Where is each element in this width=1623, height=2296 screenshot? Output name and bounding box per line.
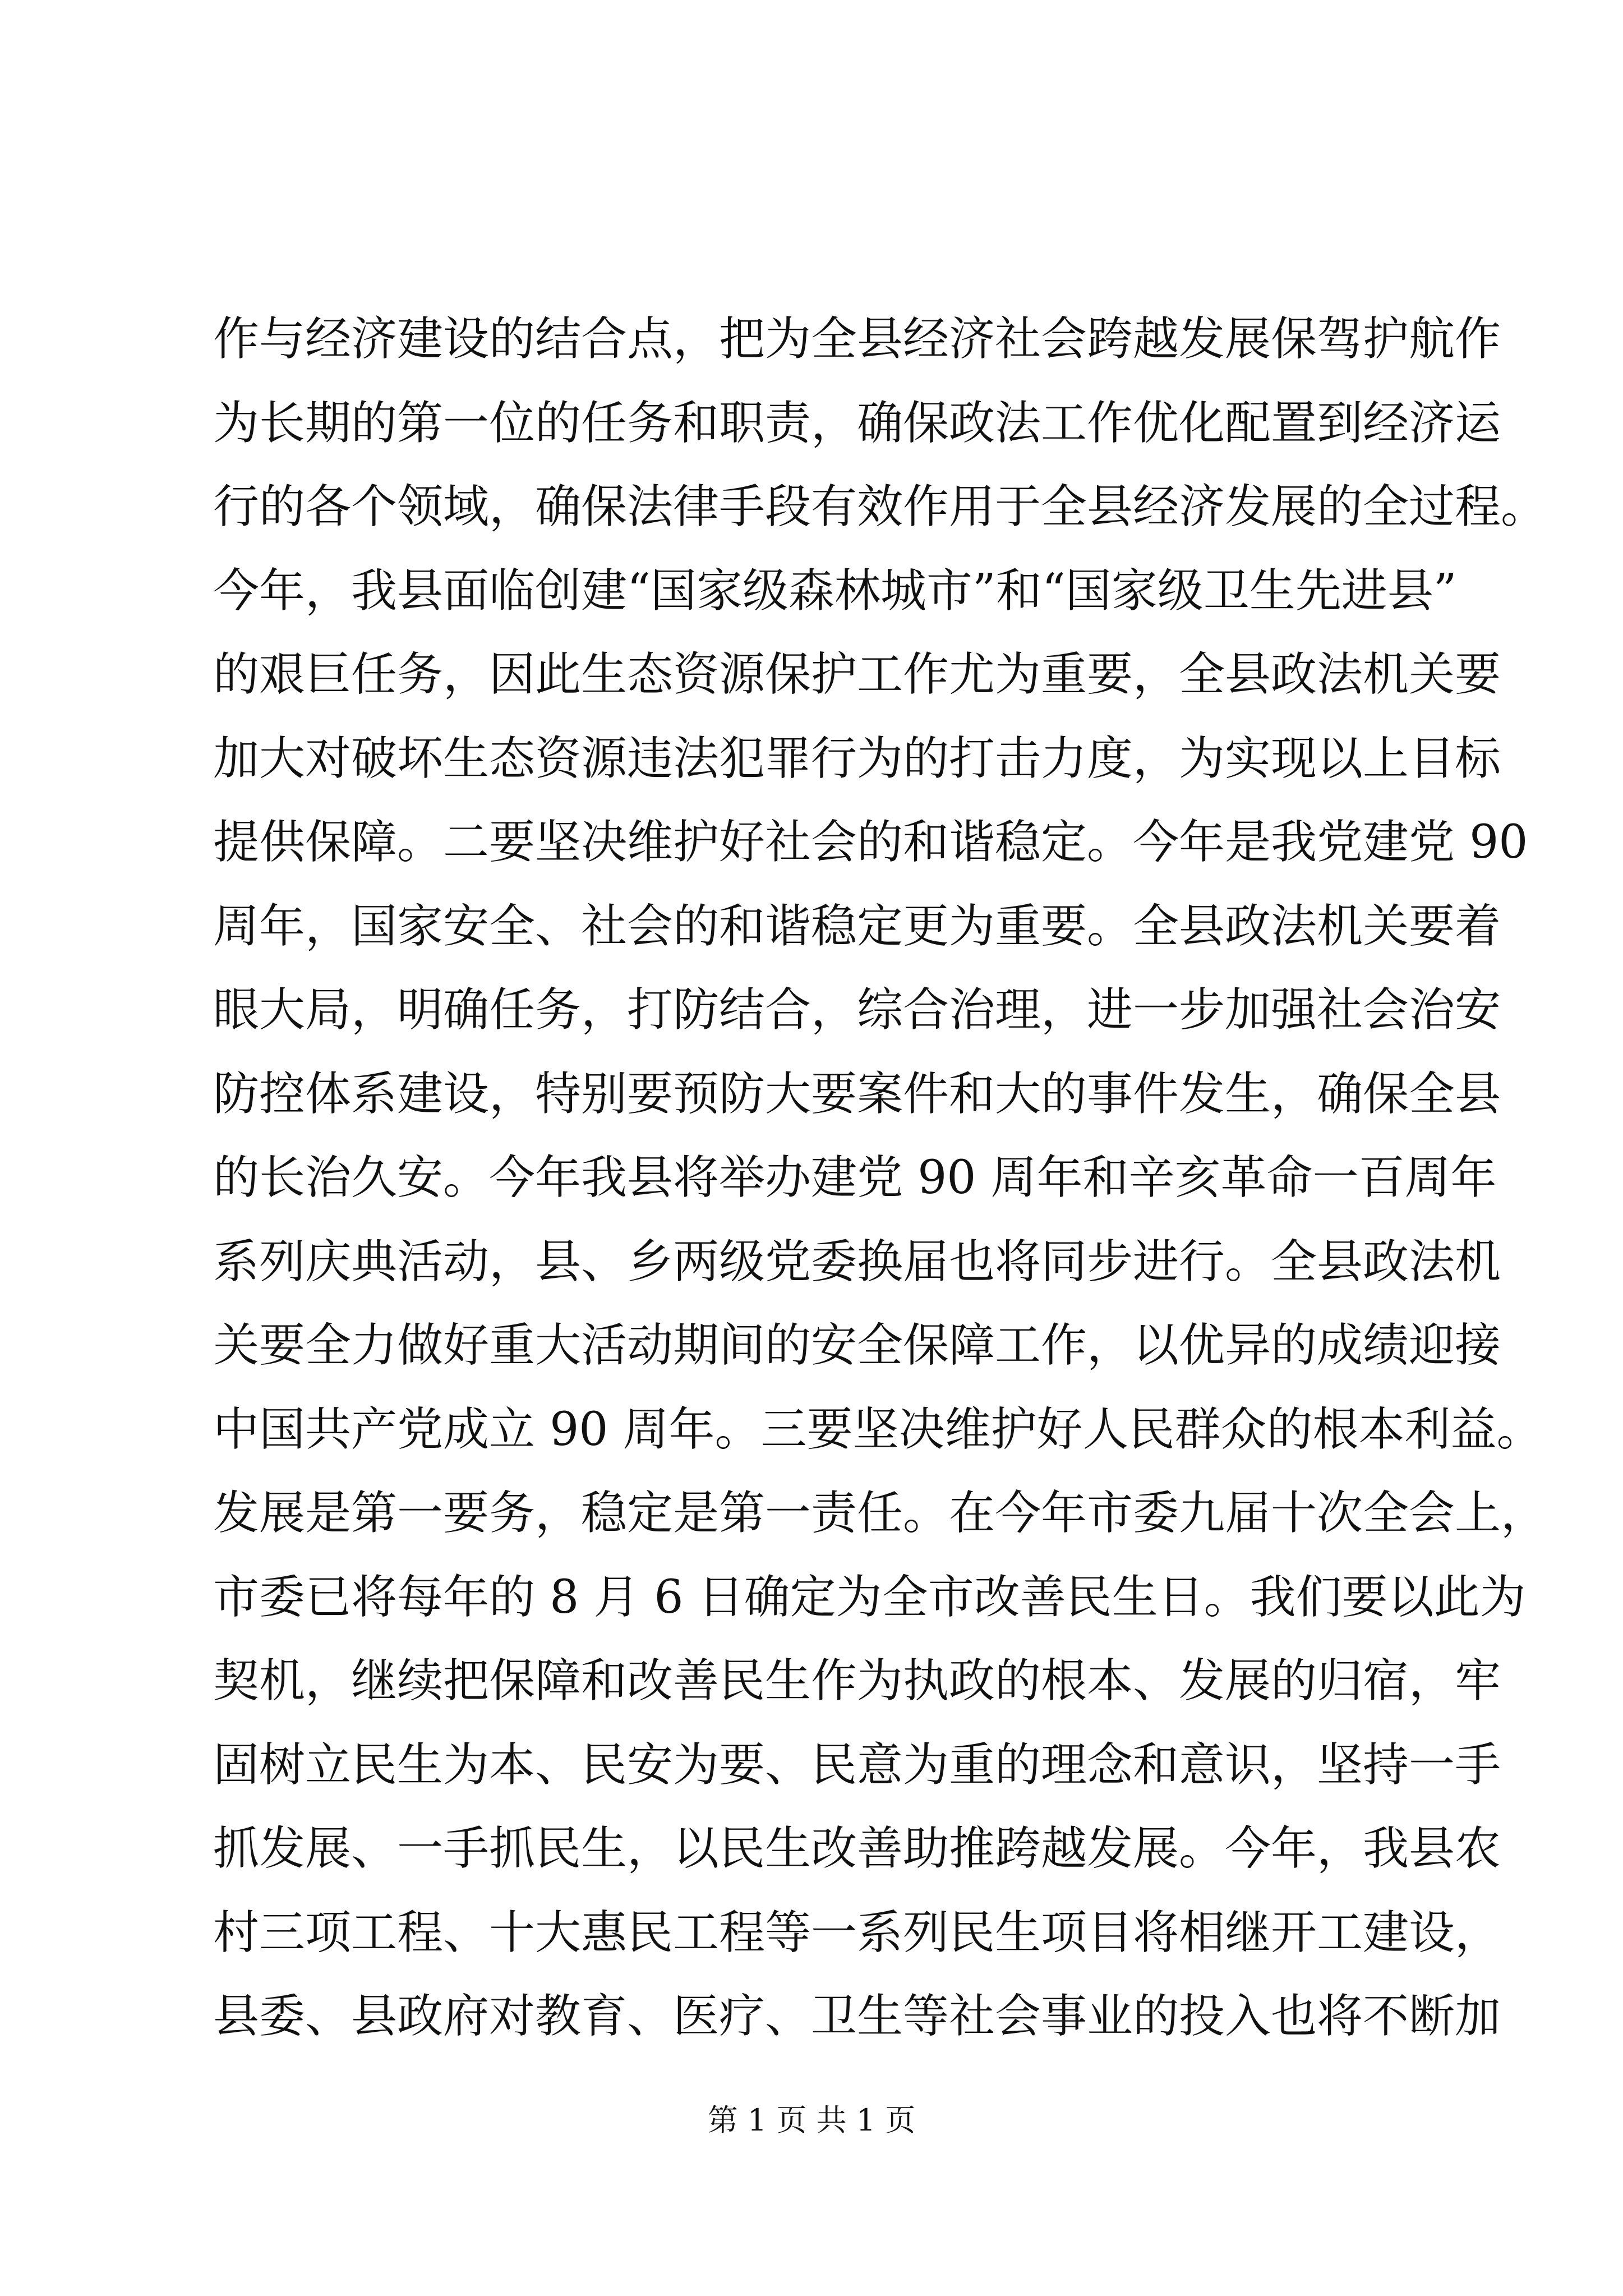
text-line: 眼大局，明确任务，打防结合，综合治理，进一步加强社会治安 [213,983,1501,1037]
text-line: 县委、县政府对教育、医疗、卫生等社会事业的投入也将不断加 [213,1990,1501,2043]
text-line: 抓发展、一手抓民生，以民生改善助推跨越发展。今年，我县农 [213,1822,1501,1875]
body-text [213,297,1547,2059]
text-line: 的长治久安。今年我县将举办建党 90 周年和辛亥革命一百周年 [213,1151,1497,1204]
text-line: 关要全力做好重大活动期间的安全保障工作，以优异的成绩迎接 [213,1319,1501,1372]
text-line: 提供保障。二要坚决维护好社会的和谐稳定。今年是我党建党 90 [213,816,1528,869]
text-line: 的艰巨任务，因此生态资源保护工作尤为重要，全县政法机关要 [213,648,1501,701]
text-line: 今年，我县面临创建“国家级森林城市”和“国家级卫生先进县” [213,564,1457,618]
page-footer [0,2101,1623,2140]
text-line: 契机，继续把保障和改善民生作为执政的根本、发展的归宿，牢 [213,1654,1501,1708]
text-line: 固树立民生为本、民安为要、民意为重的理念和意识，坚持一手 [213,1738,1501,1792]
text-line: 作与经济建设的结合点，把为全县经济社会跨越发展保驾护航作 [213,312,1501,366]
text-line: 系列庆典活动，县、乡两级党委换届也将同步进行。全县政法机 [213,1235,1501,1289]
text-line: 中国共产党成立 90 周年。三要坚决维护好人民群众的根本利益。 [213,1402,1543,1456]
text-line: 村三项工程、十大惠民工程等一系列民生项目将相继开工建设， [213,1906,1501,1959]
text-line: 为长期的第一位的任务和职责，确保政法工作优化配置到经济运 [213,396,1501,450]
text-line: 防控体系建设，特别要预防大要案件和大的事件发生，确保全县 [213,1067,1501,1121]
text-line: 发展是第一要务，稳定是第一责任。在今年市委九届十次全会上， [213,1487,1547,1540]
text-line: 行的各个领域，确保法律手段有效作用于全县经济发展的全过程。 [213,480,1547,533]
text-line: 加大对破坏生态资源违法犯罪行为的打击力度，为实现以上目标 [213,731,1501,785]
page-number: 第 1 页 共 1 页 [707,2102,916,2138]
text-line: 市委已将每年的 8 月 6 日确定为全市改善民生日。我们要以此为 [213,1570,1526,1624]
text-line: 周年，国家安全、社会的和谐稳定更为重要。全县政法机关要着 [213,899,1501,953]
